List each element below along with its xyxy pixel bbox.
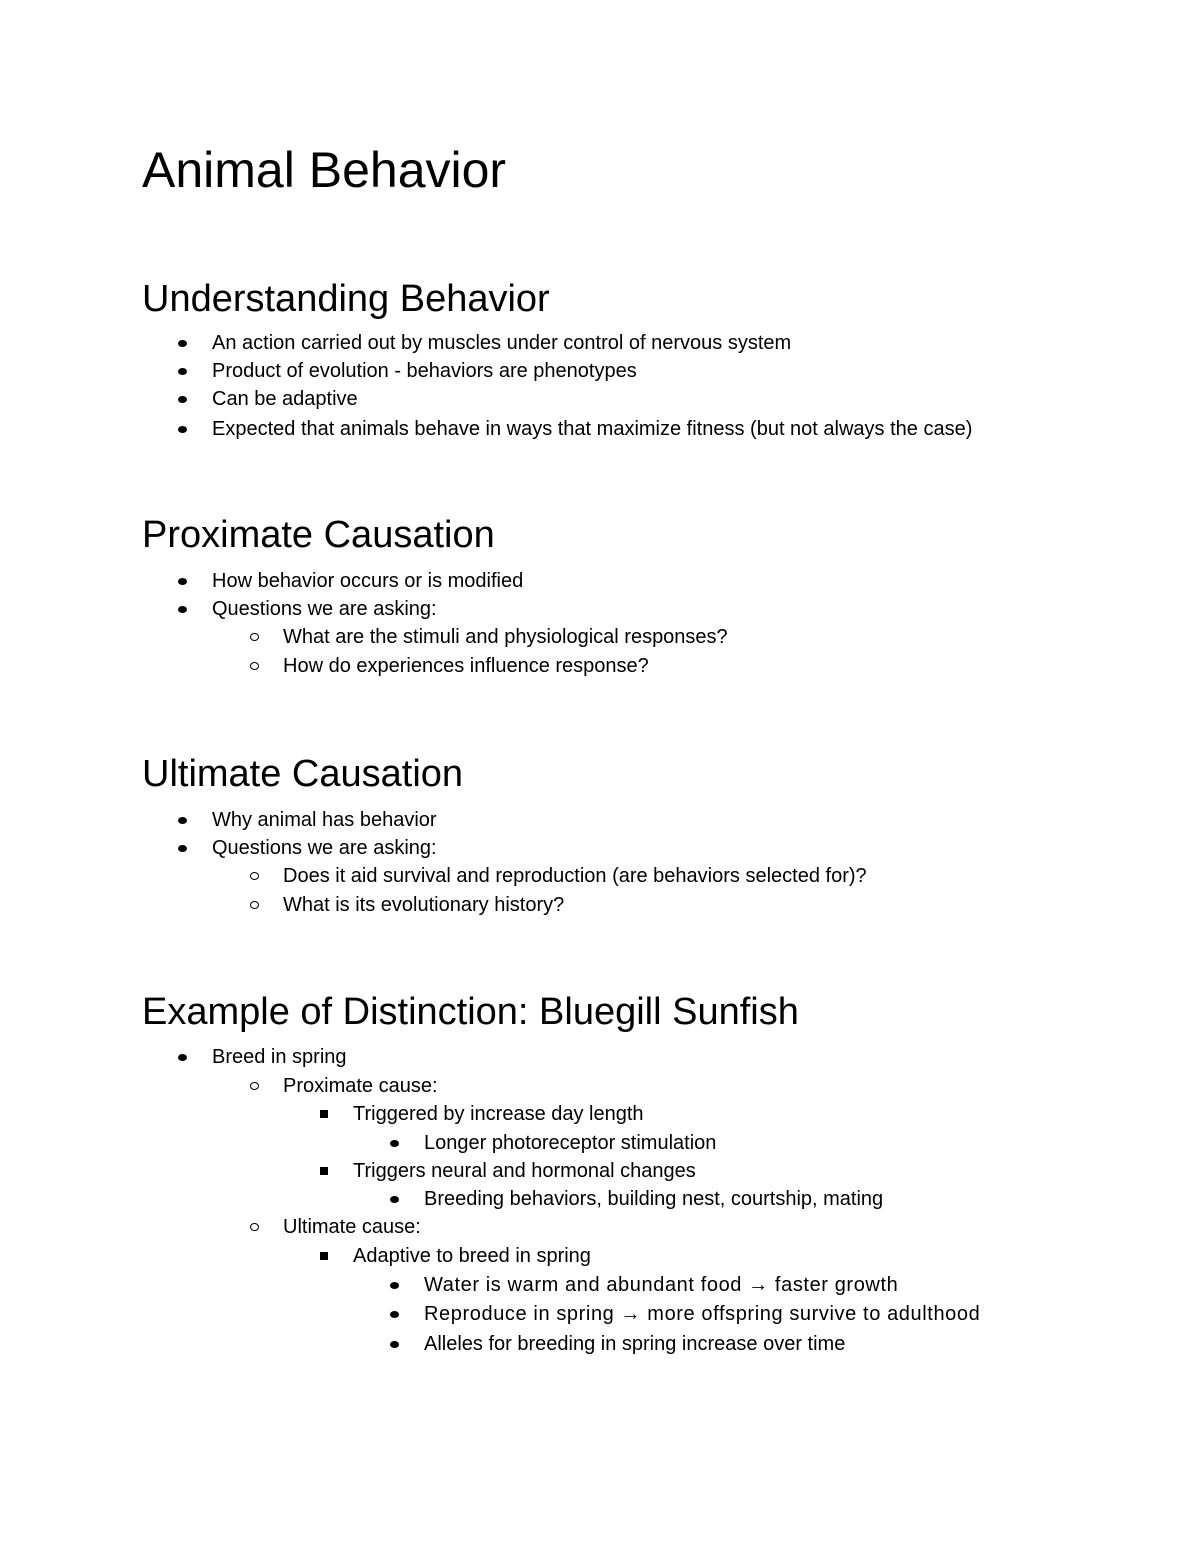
- list-item-text: Expected that animals behave in ways that maximize fitness (but not always the case): [212, 418, 973, 440]
- list-item-text: How do experiences influence response?: [283, 655, 649, 677]
- bullet-circle-icon: [250, 1082, 259, 1090]
- bullet-disc-icon: [178, 426, 187, 433]
- list-item-text: Ultimate cause:: [283, 1216, 421, 1238]
- section-heading-ultimate-causation: Ultimate Causation: [142, 753, 464, 795]
- bullet-disc-icon: [178, 845, 187, 852]
- list-item-text: Does it aid survival and reproduction (are behaviors selected for)?: [283, 865, 867, 887]
- bullet-disc-icon: [390, 1311, 399, 1318]
- list-item-text: Alleles for breeding in spring increase over time: [424, 1333, 846, 1355]
- section-heading-understanding-behavior: Understanding Behavior: [142, 278, 550, 320]
- list-item-text: Reproduce in spring → more offspring survive to adulthood: [424, 1303, 981, 1325]
- bullet-square-icon: [320, 1252, 328, 1260]
- list-item-text: Can be adaptive: [212, 388, 358, 410]
- bullet-circle-icon: [250, 1223, 259, 1231]
- section-heading-example-of-distinction: Example of Distinction: Bluegill Sunfish: [142, 991, 799, 1033]
- list-item-text: How behavior occurs or is modified: [212, 570, 524, 592]
- list-item-text: An action carried out by muscles under control of nervous system: [212, 332, 792, 354]
- list-item-text: Breed in spring: [212, 1046, 347, 1068]
- list-item-text: Breeding behaviors, building nest, courtship, mating: [424, 1188, 884, 1210]
- list-item-text: What are the stimuli and physiological responses?: [283, 626, 728, 648]
- bullet-disc-icon: [178, 606, 187, 613]
- bullet-square-icon: [320, 1167, 328, 1175]
- list-item-text: Proximate cause:: [283, 1075, 438, 1097]
- bullet-disc-icon: [178, 817, 187, 824]
- bullet-circle-icon: [250, 901, 259, 909]
- bullet-square-icon: [320, 1110, 328, 1118]
- section-heading-proximate-causation: Proximate Causation: [142, 514, 495, 556]
- bullet-disc-icon: [178, 1054, 187, 1061]
- list-item-text: Longer photoreceptor stimulation: [424, 1132, 717, 1154]
- document-title: Animal Behavior: [142, 142, 507, 198]
- list-item-text: Water is warm and abundant food → faster growth: [424, 1274, 899, 1296]
- bullet-disc-icon: [390, 1196, 399, 1203]
- list-item-text: Why animal has behavior: [212, 809, 437, 831]
- list-item-text: What is its evolutionary history?: [283, 894, 565, 916]
- bullet-circle-icon: [250, 662, 259, 670]
- bullet-disc-icon: [390, 1282, 399, 1289]
- bullet-disc-icon: [390, 1140, 399, 1147]
- list-item-text: Adaptive to breed in spring: [353, 1245, 591, 1267]
- bullet-disc-icon: [178, 396, 187, 403]
- bullet-circle-icon: [250, 872, 259, 880]
- list-item-text: Product of evolution - behaviors are phenotypes: [212, 360, 637, 382]
- bullet-circle-icon: [250, 633, 259, 641]
- list-item-text: Triggers neural and hormonal changes: [353, 1160, 696, 1182]
- list-item-text: Questions we are asking:: [212, 837, 437, 859]
- bullet-disc-icon: [178, 368, 187, 375]
- bullet-disc-icon: [178, 578, 187, 585]
- bullet-disc-icon: [178, 340, 187, 347]
- list-item-text: Triggered by increase day length: [353, 1103, 644, 1125]
- list-item-text: Questions we are asking:: [212, 598, 437, 620]
- bullet-disc-icon: [390, 1341, 399, 1348]
